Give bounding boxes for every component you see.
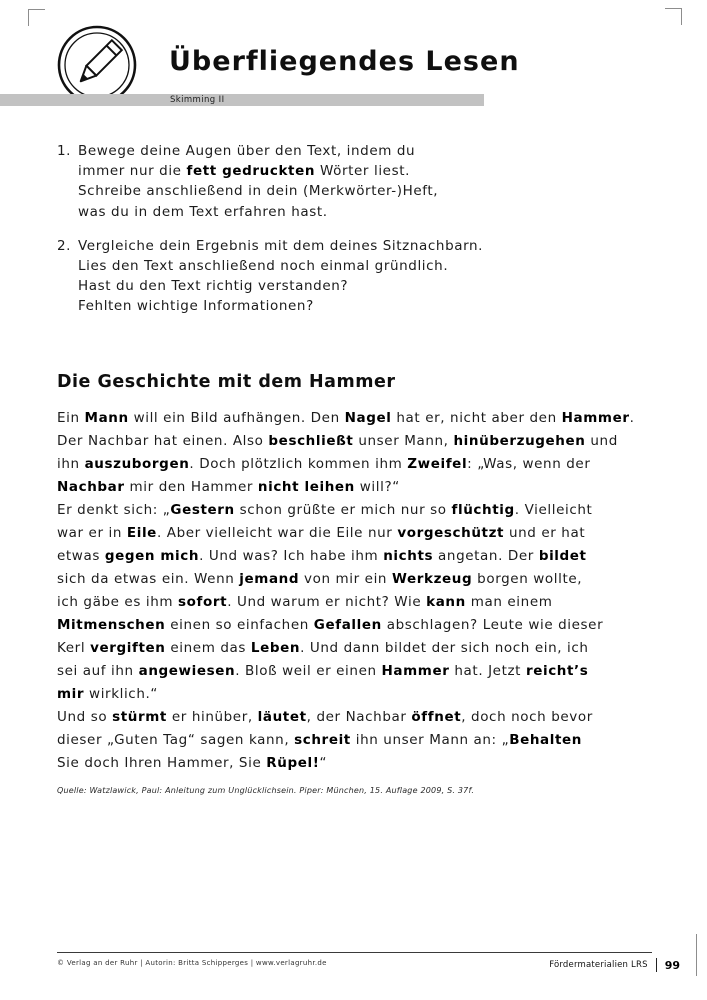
text-segment: Kerl [57, 640, 91, 656]
text-segment: Und so [57, 709, 113, 725]
bold-word: Mann [84, 410, 129, 426]
bold-word: flüchtig [451, 502, 515, 518]
instructions-list [57, 141, 657, 331]
text-segment: Wörter liest. [315, 163, 411, 180]
crop-mark-bottom-right-v [696, 934, 697, 976]
crop-mark-top-left-v [28, 9, 29, 26]
text-line [78, 256, 483, 276]
text-segment: . [629, 410, 635, 426]
text-segment: will?“ [354, 479, 400, 495]
text-segment: Vergleiche dein Ergebnis mit dem deines Sitznachbarn. [78, 237, 484, 254]
bold-word: jemand [239, 571, 300, 587]
story-title: Die Geschichte mit dem Hammer [57, 372, 396, 392]
text-line [57, 752, 667, 775]
bold-word: nichts [383, 548, 434, 564]
instruction-number: 1. [57, 143, 71, 159]
bold-word: Nagel [344, 410, 392, 426]
text-line [78, 236, 483, 256]
bold-word: schreit [294, 732, 351, 748]
story-paragraph [57, 499, 667, 706]
instruction-item [57, 236, 657, 317]
text-segment: immer nur die [78, 163, 187, 180]
text-line [78, 296, 483, 316]
text-segment: sei auf ihn [57, 663, 139, 679]
text-segment: hat. Jetzt [449, 663, 526, 679]
story-paragraph [57, 706, 667, 775]
bold-word: Nachbar [57, 479, 125, 495]
bold-word: Zweifel [407, 456, 468, 472]
text-segment: . Und warum er nicht? Wie [227, 594, 427, 610]
bold-word: Mitmenschen [57, 617, 166, 633]
crop-mark-top-left-h [28, 9, 45, 10]
text-segment: : „Was, wenn der [467, 456, 591, 472]
text-segment: Der Nachbar hat einen. Also [57, 433, 269, 449]
text-segment: abschlagen? Leute wie dieser [381, 617, 604, 633]
text-segment: . Aber vielleicht war die Eile nur [156, 525, 398, 541]
footer-series-label: Fördermaterialien LRS [549, 960, 648, 970]
text-segment: Bewege deine Augen über den Text, indem du [78, 143, 416, 159]
text-segment: hat er, nicht aber den [391, 410, 562, 426]
bold-word: Eile [126, 525, 157, 541]
text-line [57, 729, 667, 752]
text-segment: . Und dann bildet der sich noch ein, ich [300, 640, 589, 656]
text-segment: Schreibe anschließend in dein (Merkwörter-)Heft, [78, 183, 439, 200]
text-segment: unser Mann, [353, 433, 454, 449]
bold-word: fett gedruckten [186, 163, 316, 180]
text-segment: Lies den Text anschließend noch einmal gründlich. [78, 258, 449, 275]
text-line [78, 181, 438, 201]
bold-word: auszuborgen [84, 456, 190, 472]
text-line [57, 453, 667, 476]
footer-separator [656, 958, 657, 972]
bold-word: Hammer [381, 663, 450, 679]
text-segment: man einem [465, 594, 553, 610]
text-segment: sich da etwas ein. Wenn [57, 571, 240, 587]
bold-word: Leben [250, 640, 301, 656]
text-segment: , doch noch bevor [461, 709, 593, 725]
bold-word: Rüpel! [266, 755, 320, 771]
text-segment: mir den Hammer [124, 479, 258, 495]
text-segment: war er in [57, 525, 127, 541]
text-line [57, 614, 667, 637]
text-segment: ihn unser Mann an: „ [350, 732, 510, 748]
text-segment: von mir ein [299, 571, 392, 587]
text-line [78, 202, 438, 222]
text-segment: Ein [57, 410, 85, 426]
text-segment: er hinüber, [166, 709, 258, 725]
bold-word: Werkzeug [391, 571, 473, 587]
text-segment: wirklich.“ [84, 686, 158, 702]
text-segment: dieser „Guten Tag“ sagen kann, [57, 732, 295, 748]
text-line [57, 568, 667, 591]
text-line [57, 476, 667, 499]
text-segment: angetan. Der [433, 548, 539, 564]
text-segment: schon grüßte er mich nur so [234, 502, 452, 518]
text-segment: Sie doch Ihren Hammer, Sie [57, 755, 267, 771]
bold-word: Gestern [170, 502, 235, 518]
subtitle-bar [0, 94, 484, 106]
bold-word: kann [426, 594, 466, 610]
bold-word: Gefallen [313, 617, 382, 633]
bold-word: vorgeschützt [397, 525, 505, 541]
text-line [57, 545, 667, 568]
bold-word: nicht leihen [257, 479, 355, 495]
text-segment: will ein Bild aufhängen. Den [128, 410, 345, 426]
story-paragraph [57, 407, 667, 499]
text-line [78, 161, 438, 181]
crop-mark-top-right-h [665, 8, 682, 9]
bold-word: bildet [538, 548, 587, 564]
bold-word: angewiesen [138, 663, 236, 679]
text-segment: ich gäbe es ihm [57, 594, 179, 610]
text-line [57, 499, 667, 522]
bold-word: vergiften [90, 640, 166, 656]
text-line [78, 276, 483, 296]
text-line [57, 683, 667, 706]
text-segment: borgen wollte, [472, 571, 583, 587]
bold-word: Behalten [509, 732, 583, 748]
text-segment: Hast du den Text richtig verstanden? [78, 278, 349, 295]
footer-divider [57, 952, 652, 953]
footer-right [440, 955, 680, 975]
text-line [57, 637, 667, 660]
page-title: Überfliegendes Lesen [169, 46, 520, 77]
instruction-text [78, 236, 483, 317]
crop-mark-top-right-v [681, 8, 682, 25]
bold-word: öffnet [411, 709, 462, 725]
text-segment: einen so einfachen [165, 617, 314, 633]
bold-word: gegen mich [104, 548, 200, 564]
footer-credits: © Verlag an der Ruhr | Autorin: Britta Schipperges | www.verlagruhr.de [57, 959, 327, 967]
text-segment: . Vielleicht [514, 502, 593, 518]
text-segment: etwas [57, 548, 105, 564]
text-segment: Er denkt sich: „ [57, 502, 171, 518]
text-segment: und er hat [504, 525, 586, 541]
bold-word: reicht’s [525, 663, 589, 679]
text-segment: , der Nachbar [306, 709, 412, 725]
text-segment: . Und was? Ich habe ihm [199, 548, 384, 564]
bold-word: läutet [257, 709, 307, 725]
source-citation: Quelle: Watzlawick, Paul: Anleitung zum Unglücklichsein. Piper: München, 15. Auflage 2009, S. 37f. [57, 786, 475, 795]
text-segment: und [585, 433, 618, 449]
text-segment: Fehlten wichtige Informationen? [78, 298, 314, 315]
text-line [57, 660, 667, 683]
bold-word: stürmt [112, 709, 167, 725]
text-line [57, 407, 667, 430]
bold-word: hinüberzugehen [453, 433, 586, 449]
text-line [57, 706, 667, 729]
text-line [78, 141, 438, 161]
instruction-item [57, 141, 657, 222]
text-line [57, 430, 667, 453]
bold-word: beschließt [268, 433, 354, 449]
text-segment: einem das [165, 640, 251, 656]
text-segment: . Doch plötzlich kommen ihm [189, 456, 408, 472]
subtitle: Skimming II [170, 95, 225, 105]
text-line [57, 591, 667, 614]
text-segment: ihn [57, 456, 85, 472]
story-text [57, 407, 667, 775]
text-line [57, 522, 667, 545]
bold-word: sofort [178, 594, 228, 610]
text-segment: was du in dem Text erfahren hast. [78, 203, 328, 220]
text-segment: . Bloß weil er einen [235, 663, 382, 679]
instruction-number: 2. [57, 237, 71, 254]
page-number: 99 [664, 958, 680, 972]
text-segment: “ [319, 755, 328, 771]
instruction-text [78, 141, 438, 222]
bold-word: Hammer [561, 410, 630, 426]
bold-word: mir [57, 686, 85, 702]
